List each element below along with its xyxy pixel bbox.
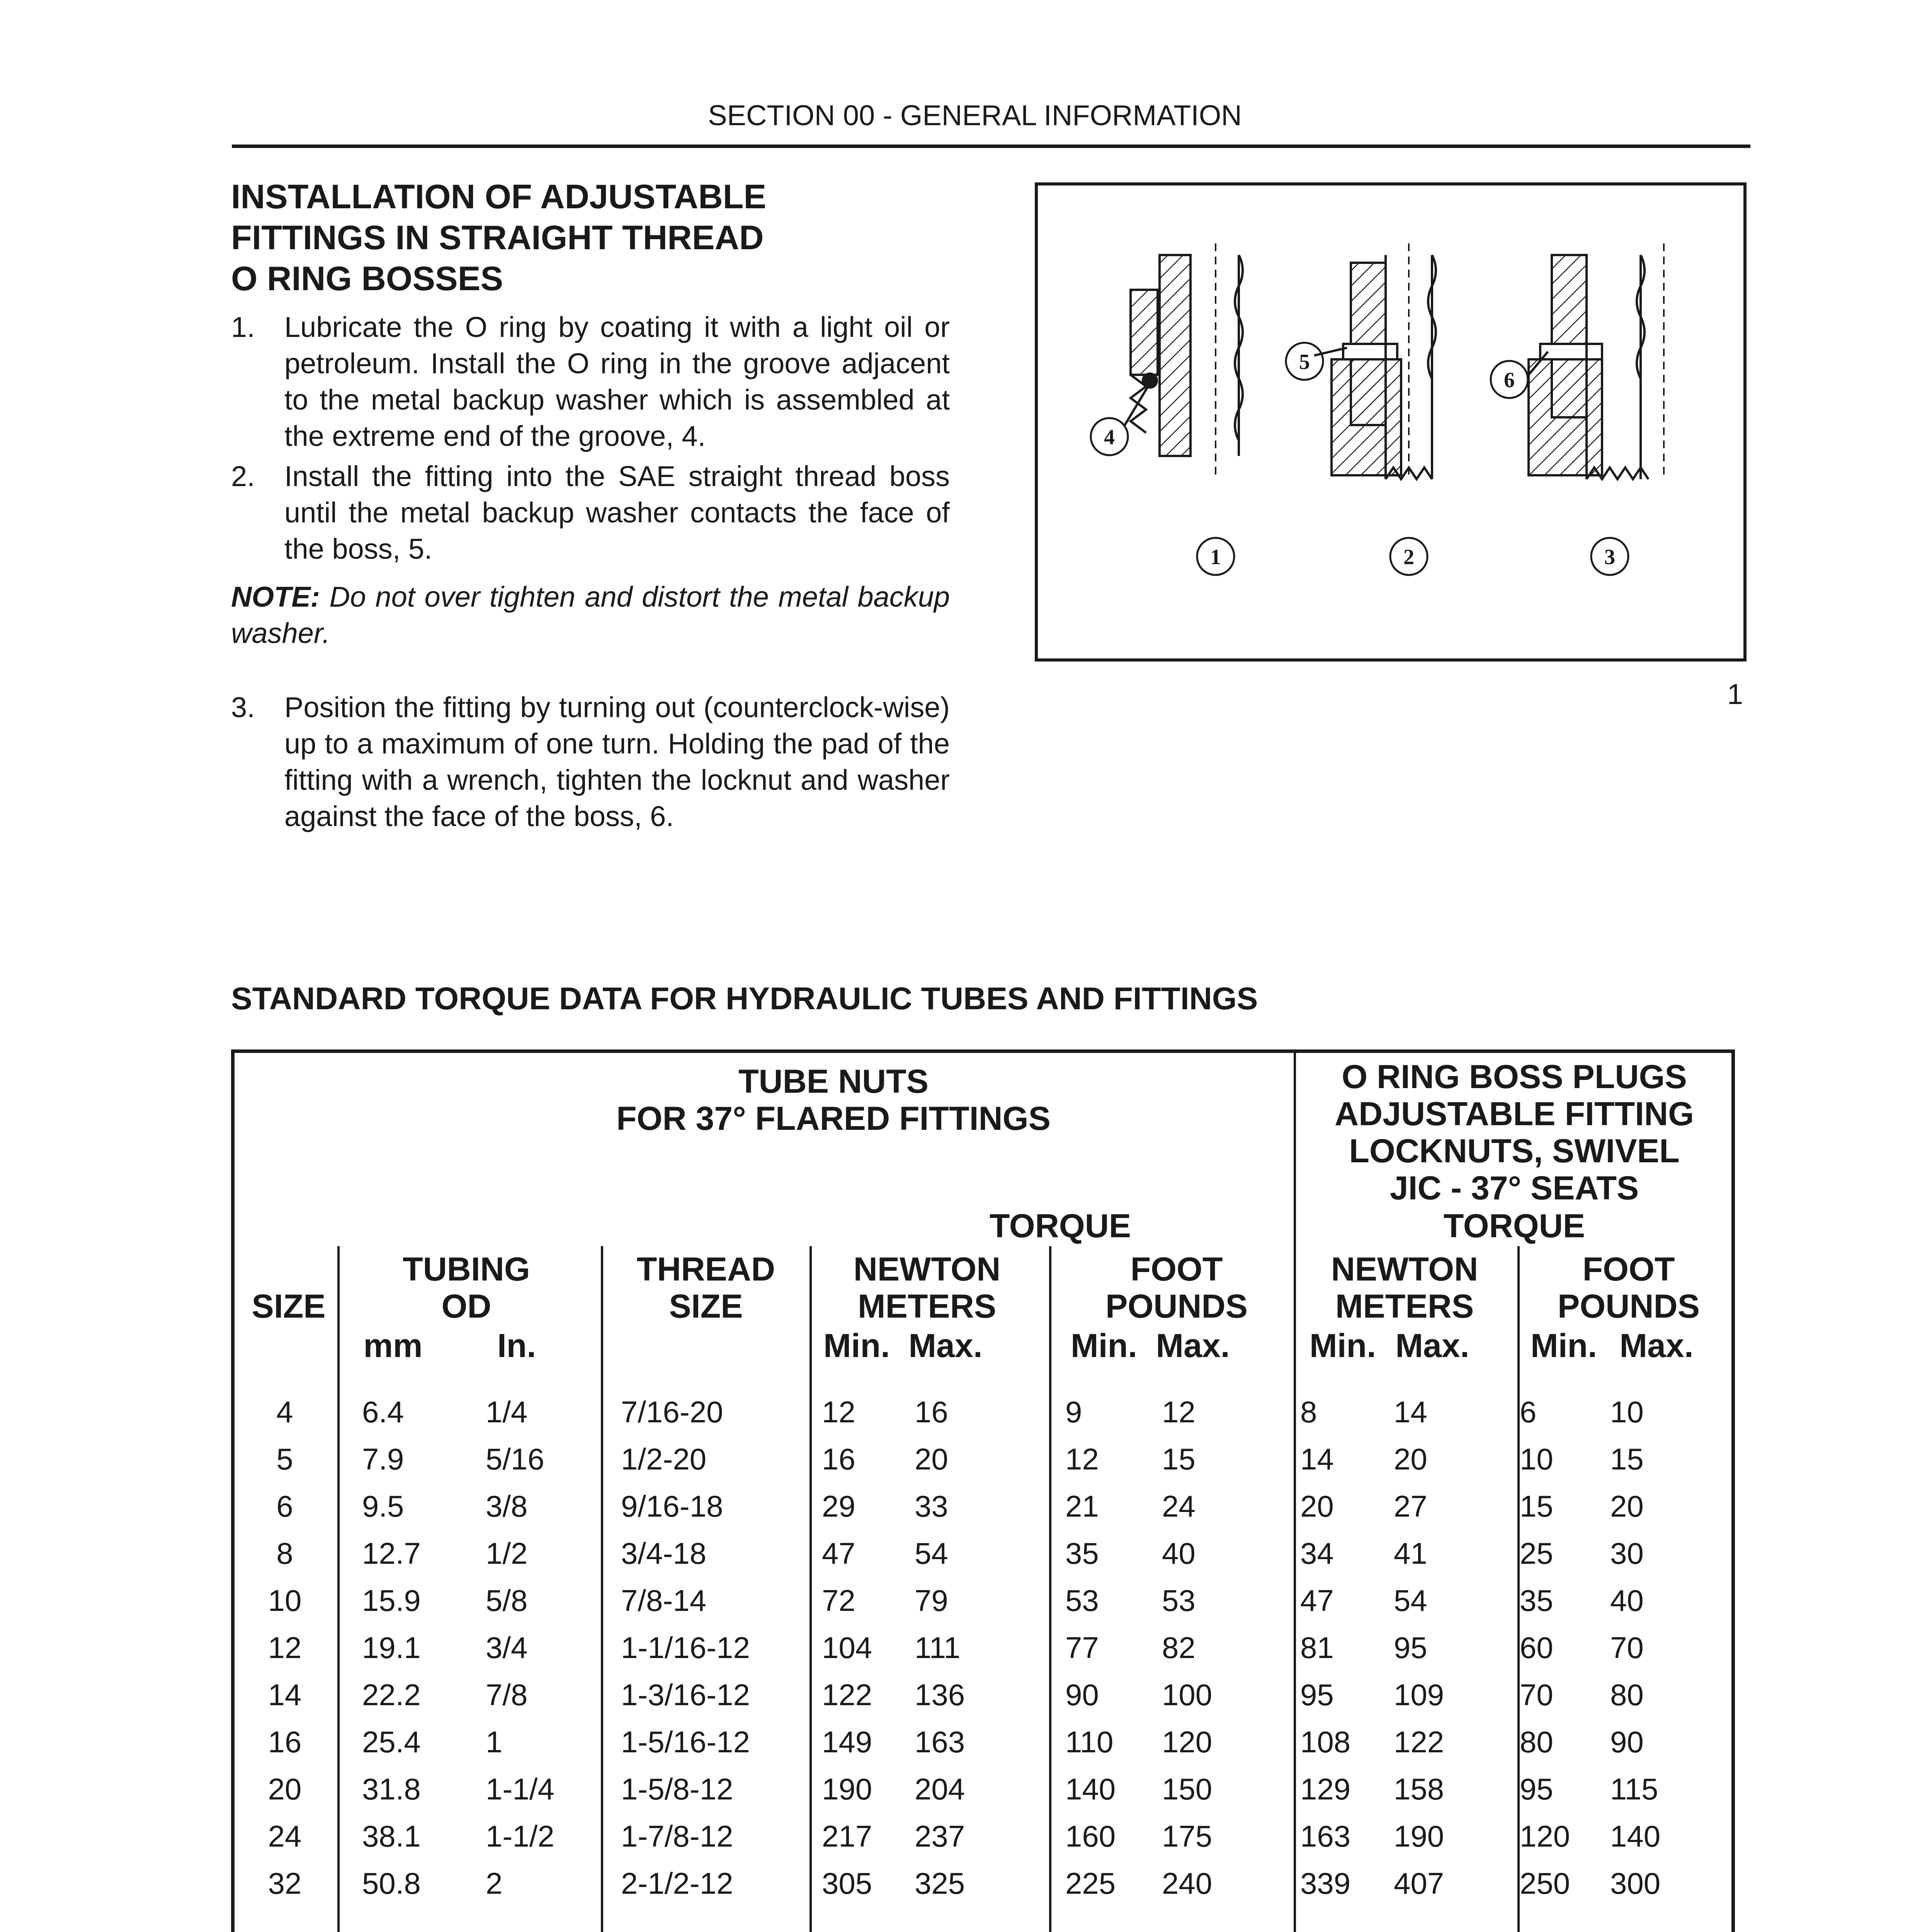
step-text: Install the fitting into the SAE straight thread boss until the metal backup washer contacts the face of the boss, 5.: [284, 460, 950, 565]
cell-ftlb-min: 12: [1065, 1442, 1099, 1476]
newton-meters-header-line: NEWTON: [1331, 1251, 1478, 1288]
cell-tubing-mm: 22.2: [362, 1678, 421, 1712]
cell-nm-min: 12: [822, 1395, 855, 1429]
cell-tubing-in: 3/8: [486, 1489, 528, 1523]
cell-boss-ftlb-max: 115: [1610, 1772, 1658, 1806]
header-rule: [232, 145, 1750, 148]
torque-table: [231, 1049, 1735, 1932]
foot-pounds-header-right: [1525, 1251, 1732, 1325]
callout-5: 5: [1299, 350, 1310, 374]
cell-nm-min: 149: [822, 1725, 872, 1759]
thread-size-header: [605, 1251, 806, 1325]
fitting-figure: [1035, 182, 1747, 662]
tubing-od-header-line: OD: [441, 1288, 492, 1325]
thread-size-header-line: THREAD: [636, 1251, 776, 1288]
cell-thread-size: 1/2-20: [621, 1442, 707, 1476]
cell-boss-nm-min: 129: [1300, 1772, 1351, 1806]
min-header: Min.: [1531, 1327, 1597, 1364]
cell-boss-nm-min: 47: [1300, 1583, 1334, 1617]
cell-boss-nm-min: 14: [1300, 1442, 1334, 1476]
in-header: In.: [497, 1327, 536, 1364]
cell-boss-ftlb-min: 35: [1520, 1583, 1553, 1617]
cell-thread-size: 1-5/16-12: [621, 1725, 750, 1759]
cell-thread-size: 1-1/16-12: [621, 1631, 750, 1665]
cell-ftlb-max: 40: [1162, 1536, 1196, 1570]
cell-thread-size: 3/4-18: [621, 1536, 707, 1570]
cell-ftlb-max: 24: [1162, 1489, 1196, 1523]
cell-ftlb-max: 82: [1162, 1631, 1196, 1665]
note-text: Do not over tighten and distort the metal backup washer.: [231, 581, 950, 649]
cell-tubing-mm: 7.9: [362, 1442, 404, 1476]
cell-boss-ftlb-min: 15: [1520, 1489, 1553, 1523]
o-ring-boss-header-line: LOCKNUTS, SWIVEL: [1349, 1133, 1680, 1170]
cell-tubing-mm: 25.4: [362, 1725, 421, 1759]
cell-boss-nm-min: 95: [1300, 1678, 1334, 1712]
cell-nm-max: 79: [915, 1583, 948, 1617]
step-text: Lubricate the O ring by coating it with a light oil or petroleum. Install the O ring in the groove adjacent to the metal backup washer which is assembled at the extreme end of the groove, 4.: [284, 311, 950, 452]
tubing-od-header-line: TUBING: [403, 1251, 530, 1288]
cell-boss-nm-max: 407: [1394, 1866, 1444, 1900]
torque-label-left: TORQUE: [989, 1208, 1131, 1245]
cell-nm-max: 16: [915, 1395, 948, 1429]
cell-size: 12: [268, 1631, 302, 1665]
cell-size: 16: [268, 1725, 302, 1759]
o-ring-boss-header-line: O RING BOSS PLUGS: [1342, 1058, 1687, 1095]
cell-boss-ftlb-max: 300: [1610, 1866, 1661, 1900]
newton-meters-header-right: [1296, 1251, 1513, 1325]
cell-ftlb-min: 21: [1065, 1489, 1099, 1523]
cell-tubing-mm: 19.1: [362, 1631, 421, 1665]
cell-size: 24: [268, 1819, 302, 1853]
cell-boss-ftlb-max: 15: [1610, 1442, 1644, 1476]
cell-thread-size: 7/8-14: [621, 1583, 707, 1617]
note-label: NOTE:: [231, 581, 320, 613]
newton-meters-header-line: NEWTON: [853, 1251, 1001, 1288]
cell-size: 6: [276, 1489, 293, 1523]
cell-size: 14: [268, 1678, 302, 1712]
step-text: Position the fitting by turning out (counterclock-wise) up to a maximum of one turn. Holding the pad of the fitting with a wrench, tighten the locknut and washer against the face of the boss, 6.: [284, 691, 950, 832]
step-number: 1.: [231, 311, 255, 343]
cell-size: 20: [268, 1772, 302, 1806]
cell-boss-nm-min: 108: [1300, 1725, 1351, 1759]
cell-tubing-in: 1/4: [486, 1395, 528, 1429]
cell-size: 8: [276, 1536, 293, 1570]
cell-thread-size: 1-7/8-12: [621, 1819, 733, 1853]
cell-ftlb-max: 240: [1162, 1866, 1213, 1900]
cell-nm-max: 33: [915, 1489, 948, 1523]
tube-nuts-header-line: FOR 37° FLARED FITTINGS: [616, 1100, 1051, 1137]
callout-2: 2: [1403, 545, 1414, 569]
cell-thread-size: 9/16-18: [621, 1489, 723, 1523]
min-header: Min.: [1310, 1327, 1376, 1364]
step-number: 3.: [231, 691, 255, 723]
cell-boss-ftlb-max: 140: [1610, 1819, 1661, 1853]
install-heading: [231, 176, 888, 299]
cell-boss-nm-max: 95: [1394, 1631, 1427, 1665]
cell-thread-size: 1-5/8-12: [621, 1772, 733, 1806]
cell-tubing-mm: 6.4: [362, 1395, 404, 1429]
cell-boss-nm-min: 81: [1300, 1631, 1334, 1665]
callout-1: 1: [1210, 545, 1221, 569]
cell-ftlb-min: 160: [1065, 1819, 1116, 1853]
cell-nm-min: 104: [822, 1631, 872, 1665]
cell-tubing-mm: 38.1: [362, 1819, 421, 1853]
note: [231, 579, 950, 651]
fitting-3-drawing: [1529, 243, 1664, 479]
cell-ftlb-max: 150: [1162, 1772, 1213, 1806]
fitting-2-drawing: [1332, 243, 1436, 479]
install-step-1: [231, 309, 950, 454]
install-step-3: [231, 689, 950, 871]
tube-nuts-header-line: TUBE NUTS: [738, 1063, 929, 1100]
fitting-illustration: [1038, 185, 1743, 658]
cell-boss-ftlb-min: 95: [1520, 1772, 1553, 1806]
cell-ftlb-min: 35: [1065, 1536, 1099, 1570]
install-heading-line: O RING BOSSES: [231, 259, 503, 298]
cell-thread-size: 1-3/16-12: [621, 1678, 750, 1712]
cell-ftlb-min: 77: [1065, 1631, 1099, 1665]
cell-tubing-mm: 9.5: [362, 1489, 404, 1523]
o-ring-boss-header-line: ADJUSTABLE FITTING: [1334, 1095, 1694, 1133]
cell-boss-ftlb-min: 6: [1520, 1395, 1537, 1429]
install-heading-line: FITTINGS IN STRAIGHT THREAD: [231, 218, 764, 257]
cell-boss-nm-min: 8: [1300, 1395, 1317, 1429]
cell-boss-ftlb-max: 40: [1610, 1583, 1644, 1617]
install-heading-line: INSTALLATION OF ADJUSTABLE: [231, 177, 767, 216]
cell-boss-nm-min: 34: [1300, 1536, 1334, 1570]
cell-boss-ftlb-min: 70: [1520, 1678, 1553, 1712]
cell-boss-ftlb-min: 120: [1520, 1819, 1570, 1853]
group-divider: [1294, 1053, 1296, 1932]
cell-boss-ftlb-max: 30: [1610, 1536, 1644, 1570]
cell-tubing-in: 3/4: [486, 1631, 528, 1665]
max-header: Max.: [1619, 1327, 1694, 1364]
tubing-od-header: [343, 1251, 590, 1325]
size-header: SIZE: [252, 1288, 326, 1325]
step-number: 2.: [231, 460, 255, 492]
cell-boss-nm-max: 158: [1394, 1772, 1444, 1806]
cell-size: 5: [276, 1442, 293, 1476]
thread-size-header-line: SIZE: [669, 1288, 743, 1325]
cell-ftlb-max: 175: [1162, 1819, 1213, 1853]
cell-nm-max: 20: [915, 1442, 948, 1476]
cell-boss-ftlb-max: 20: [1610, 1489, 1644, 1523]
cell-boss-nm-max: 54: [1394, 1583, 1427, 1617]
column-divider: [601, 1246, 603, 1932]
cell-boss-ftlb-min: 25: [1520, 1536, 1553, 1570]
o-ring-boss-header: [1296, 1058, 1732, 1207]
cell-tubing-in: 5/8: [486, 1583, 528, 1617]
foot-pounds-header-left: [1057, 1251, 1296, 1325]
figure-number: 1: [1727, 678, 1743, 710]
newton-meters-header-line: METERS: [857, 1288, 997, 1325]
cell-nm-min: 72: [822, 1583, 855, 1617]
o-ring-boss-header-line: JIC - 37° SEATS: [1389, 1170, 1639, 1207]
cell-ftlb-max: 53: [1162, 1583, 1196, 1617]
tube-nuts-header: [544, 1063, 1123, 1137]
section-header: SECTION 00 - GENERAL INFORMATION: [708, 99, 1242, 131]
cell-tubing-mm: 50.8: [362, 1866, 421, 1900]
cell-ftlb-min: 53: [1065, 1583, 1099, 1617]
cell-boss-ftlb-max: 10: [1610, 1395, 1644, 1429]
cell-tubing-in: 1-1/4: [486, 1772, 554, 1806]
cell-size: 10: [268, 1583, 302, 1617]
cell-nm-max: 237: [915, 1819, 965, 1853]
cell-boss-ftlb-max: 90: [1610, 1725, 1644, 1759]
cell-nm-min: 305: [822, 1866, 872, 1900]
cell-tubing-in: 7/8: [486, 1678, 528, 1712]
cell-nm-min: 29: [822, 1489, 855, 1523]
foot-pounds-header-line: POUNDS: [1105, 1288, 1248, 1325]
max-header: Max.: [1156, 1327, 1230, 1364]
cell-tubing-mm: 15.9: [362, 1583, 421, 1617]
newton-meters-header-line: METERS: [1335, 1288, 1474, 1325]
install-step-2: [231, 458, 950, 567]
cell-tubing-in: 1-1/2: [486, 1819, 554, 1853]
cell-tubing-in: 1/2: [486, 1536, 528, 1570]
foot-pounds-header-line: FOOT: [1582, 1251, 1675, 1288]
cell-size: 32: [268, 1866, 302, 1900]
cell-boss-ftlb-min: 80: [1520, 1725, 1553, 1759]
max-header: Max.: [908, 1327, 983, 1364]
cell-boss-nm-max: 20: [1394, 1442, 1427, 1476]
cell-nm-max: 54: [915, 1536, 948, 1570]
callout-4: 4: [1104, 425, 1115, 449]
cell-nm-max: 163: [915, 1725, 965, 1759]
torque-table-title: STANDARD TORQUE DATA FOR HYDRAULIC TUBES AND FITTINGS: [231, 981, 1258, 1016]
cell-boss-ftlb-min: 250: [1520, 1866, 1570, 1900]
torque-label-right: TORQUE: [1443, 1208, 1585, 1245]
fitting-1-drawing: [1131, 243, 1243, 479]
mm-header: mm: [363, 1327, 423, 1364]
cell-nm-max: 136: [915, 1678, 965, 1712]
cell-boss-nm-max: 190: [1394, 1819, 1444, 1853]
cell-tubing-in: 2: [486, 1866, 503, 1900]
cell-nm-max: 325: [915, 1866, 965, 1900]
cell-boss-nm-min: 20: [1300, 1489, 1334, 1523]
cell-ftlb-max: 15: [1162, 1442, 1196, 1476]
cell-boss-ftlb-min: 60: [1520, 1631, 1553, 1665]
foot-pounds-header-line: FOOT: [1130, 1251, 1223, 1288]
cell-nm-min: 190: [822, 1772, 872, 1806]
cell-nm-max: 111: [915, 1631, 961, 1665]
cell-boss-nm-min: 163: [1300, 1819, 1351, 1853]
cell-boss-nm-max: 41: [1394, 1536, 1427, 1570]
cell-tubing-in: 5/16: [486, 1442, 544, 1476]
cell-boss-ftlb-max: 80: [1610, 1678, 1644, 1712]
cell-nm-min: 16: [822, 1442, 855, 1476]
cell-boss-nm-min: 339: [1300, 1866, 1351, 1900]
callout-6: 6: [1504, 368, 1515, 392]
cell-boss-nm-max: 122: [1394, 1725, 1444, 1759]
cell-boss-ftlb-max: 70: [1610, 1631, 1644, 1665]
column-divider: [337, 1246, 340, 1932]
cell-boss-ftlb-min: 10: [1520, 1442, 1553, 1476]
cell-size: 4: [276, 1395, 293, 1429]
cell-boss-nm-max: 109: [1394, 1678, 1444, 1712]
cell-ftlb-min: 9: [1065, 1395, 1082, 1429]
cell-ftlb-max: 100: [1162, 1678, 1213, 1712]
foot-pounds-header-line: POUNDS: [1558, 1288, 1700, 1325]
cell-ftlb-min: 140: [1065, 1772, 1116, 1806]
cell-nm-min: 47: [822, 1536, 855, 1570]
min-header: Min.: [1071, 1327, 1137, 1364]
cell-boss-nm-max: 14: [1394, 1395, 1427, 1429]
min-header: Min.: [823, 1327, 890, 1364]
cell-ftlb-max: 120: [1162, 1725, 1213, 1759]
callout-3: 3: [1604, 545, 1615, 569]
cell-thread-size: 2-1/2-12: [621, 1866, 733, 1900]
cell-ftlb-max: 12: [1162, 1395, 1196, 1429]
cell-ftlb-min: 90: [1065, 1678, 1099, 1712]
cell-tubing-in: 1: [486, 1725, 503, 1759]
cell-ftlb-min: 225: [1065, 1866, 1116, 1900]
cell-nm-min: 122: [822, 1678, 872, 1712]
max-header: Max.: [1395, 1327, 1469, 1364]
cell-nm-min: 217: [822, 1819, 872, 1853]
column-divider: [810, 1246, 812, 1932]
column-divider: [1049, 1246, 1051, 1932]
cell-tubing-mm: 31.8: [362, 1772, 421, 1806]
cell-boss-nm-max: 27: [1394, 1489, 1427, 1523]
cell-tubing-mm: 12.7: [362, 1536, 421, 1570]
cell-ftlb-min: 110: [1065, 1725, 1114, 1759]
newton-meters-header-left: [811, 1251, 1043, 1325]
cell-thread-size: 7/16-20: [621, 1395, 723, 1429]
cell-nm-max: 204: [915, 1772, 965, 1806]
